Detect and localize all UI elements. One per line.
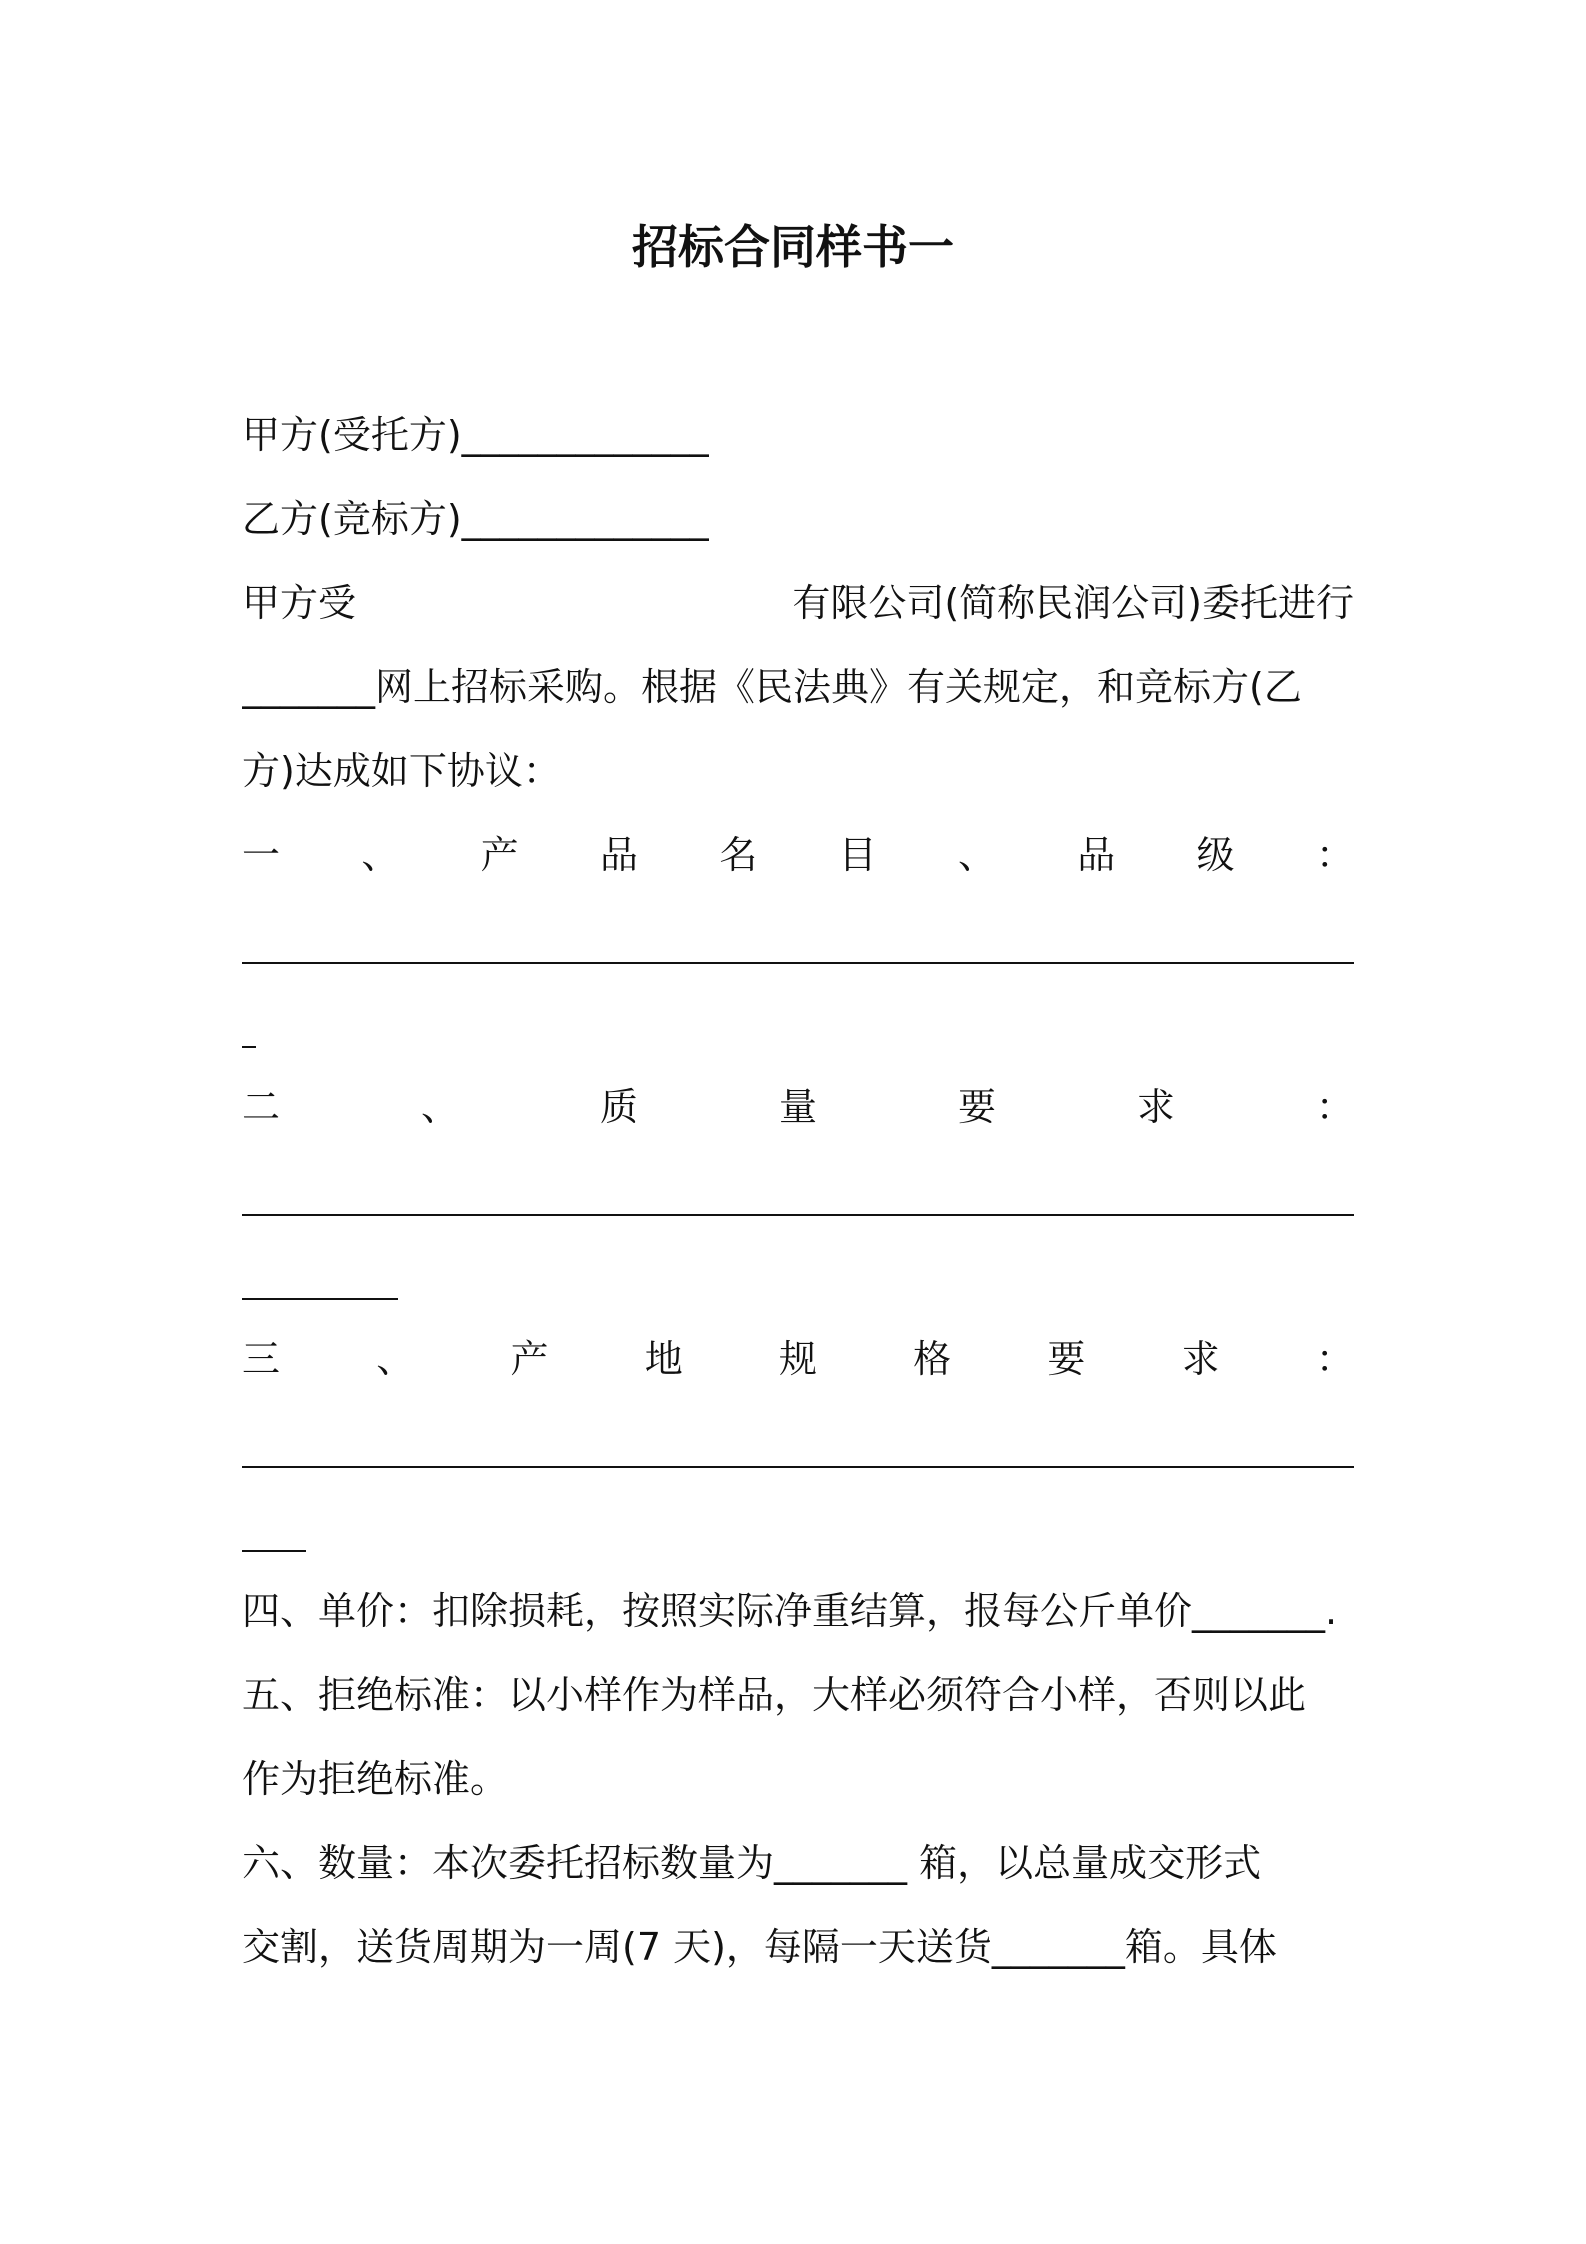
section-3-char: 规: [778, 1337, 817, 1381]
section-3-blank-line: [242, 1466, 1354, 1472]
section-3-char: ：: [1315, 1337, 1354, 1381]
section-3-char: 、: [376, 1337, 415, 1381]
intro-line-2: _______网上招标采购。根据《民法典》有关规定，和竞标方(乙: [242, 665, 1302, 709]
section-1-char: 级: [1196, 833, 1235, 877]
price-line: 四、单价：扣除损耗，按照实际净重结算，报每公斤单价_______.: [242, 1589, 1338, 1633]
intro-left-text: 甲方受: [242, 581, 357, 625]
section-2-char: 质: [599, 1085, 638, 1129]
section-1-heading: [242, 820, 1354, 890]
section-1-blank-tail: [242, 1046, 256, 1052]
section-3-char: 三: [242, 1337, 281, 1381]
section-2-char: 求: [1136, 1085, 1175, 1129]
document-title: 招标合同样书一: [632, 220, 954, 274]
section-3-blank-tail: [242, 1550, 306, 1556]
section-1-char: 品: [1077, 833, 1116, 877]
section-3-char: 地: [644, 1337, 683, 1381]
section-1-char: 目: [838, 833, 877, 877]
section-3-char: 产: [510, 1337, 549, 1381]
section-1-char: 、: [957, 833, 996, 877]
quantity-line-2: 交割，送货周期为一周(7 天)，每隔一天送货_______箱。具体: [242, 1925, 1277, 1969]
section-3-char: 格: [913, 1337, 952, 1381]
section-1-char: 品: [599, 833, 638, 877]
section-2-heading: [242, 1072, 1354, 1142]
section-2-blank-tail: [242, 1298, 398, 1304]
intro-line-3: 方)达成如下协议：: [242, 749, 561, 793]
section-3-heading: [242, 1324, 1354, 1394]
section-3-char: 求: [1181, 1337, 1220, 1381]
intro-right-text: 有限公司(简称民润公司)委托进行: [792, 581, 1354, 625]
party-b-line: 乙方(竞标方)_____________: [242, 497, 709, 541]
section-2-char: 二: [242, 1085, 281, 1129]
intro-line-1-right: [242, 568, 1354, 638]
reject-line-2: 作为拒绝标准。: [242, 1757, 509, 1801]
section-2-char: 、: [420, 1085, 459, 1129]
party-a-line: 甲方(受托方)_____________: [242, 413, 709, 457]
section-1-char: ：: [1315, 833, 1354, 877]
section-1-char: 一: [242, 833, 281, 877]
section-1-char: 名: [719, 833, 758, 877]
quantity-line-1: 六、数量：本次委托招标数量为_______ 箱，以总量成交形式: [242, 1841, 1262, 1885]
section-1-blank-line: [242, 962, 1354, 968]
section-1-char: 产: [480, 833, 519, 877]
section-1-char: 、: [361, 833, 400, 877]
section-2-blank-line: [242, 1214, 1354, 1220]
section-2-char: ：: [1315, 1085, 1354, 1129]
section-2-char: 量: [778, 1085, 817, 1129]
section-2-char: 要: [957, 1085, 996, 1129]
reject-line-1: 五、拒绝标准：以小样作为样品，大样必须符合小样，否则以此: [242, 1673, 1307, 1717]
section-3-char: 要: [1047, 1337, 1086, 1381]
